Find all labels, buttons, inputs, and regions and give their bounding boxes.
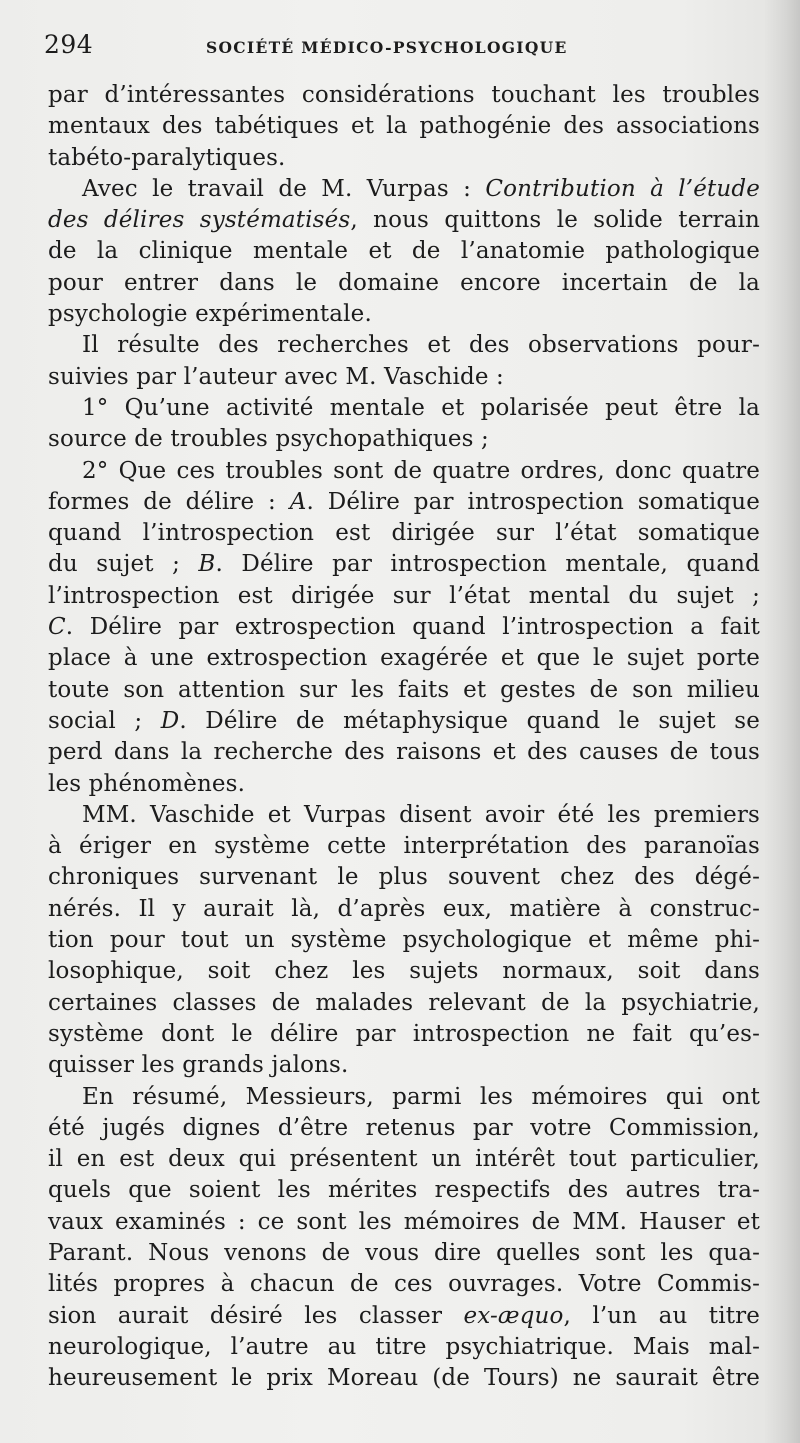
text-line: par d’intéressantes considérations touchant les troubles <box>48 82 760 108</box>
text-line: nérés. Il y aurait là, d’après eux, matière à construc- <box>48 895 760 922</box>
text-line: perd dans la recherche des raisons et des causes de tous <box>48 739 760 766</box>
page-number: 294 <box>44 30 94 59</box>
text-line: mentaux des tabétiques et la pathogénie des associations <box>48 113 760 140</box>
text-line: formes de délire : A. Délire par introspection somatique <box>48 488 760 515</box>
text-line: En résumé, Messieurs, parmi les mémoires qui ont <box>82 1083 760 1110</box>
text-line: heureusement le prix Moreau (de Tours) ne saurait être <box>48 1365 760 1392</box>
running-title: SOCIÉTÉ MÉDICO-PSYCHOLOGIQUE <box>206 38 568 57</box>
text-line: de la clinique mentale et de l’anatomie pathologique <box>48 238 760 265</box>
text-line: quels que soient les mérites respectifs des autres tra- <box>48 1177 760 1204</box>
page-edge-shadow <box>764 0 800 1443</box>
text-line: lités propres à chacun de ces ouvrages. Votre Commis- <box>48 1271 760 1298</box>
text-line: à ériger en système cette interprétation des paranoïas <box>48 833 760 860</box>
text-line: social ; D. Délire de métaphysique quand le sujet se <box>48 707 760 734</box>
running-head <box>44 30 764 64</box>
text-line: sion aurait désiré les classer ex-æquo, l’un au titre <box>48 1302 760 1329</box>
text-line: quisser les grands jalons. <box>48 1052 349 1079</box>
text-line: toute son attention sur les faits et gestes de son milieu <box>48 676 760 703</box>
text-line: tabéto-paralytiques. <box>48 144 286 171</box>
text-line: 1° Qu’une activité mentale et polarisée peut être la <box>82 394 760 421</box>
text-line: 2° Que ces troubles sont de quatre ordres, donc quatre <box>82 457 760 484</box>
text-line: Il résulte des recherches et des observations pour- <box>82 332 760 359</box>
text-line: des délires systématisés, nous quittons le solide terrain <box>48 207 760 234</box>
text-line: Avec le travail de M. Vurpas : Contribution à l’étude <box>82 175 760 202</box>
text-line: système dont le délire par introspection ne fait qu’es- <box>48 1020 760 1047</box>
text-line: source de troubles psychopathiques ; <box>48 426 489 453</box>
text-line: place à une extrospection exagérée et que le sujet porte <box>48 645 760 672</box>
text-line: losophique, soit chez les sujets normaux, soit dans <box>48 958 760 985</box>
text-line: été jugés dignes d’être retenus par votre Commission, <box>48 1114 760 1141</box>
text-line: Parant. Nous venons de vous dire quelles sont les qua- <box>48 1239 760 1266</box>
text-line: il en est deux qui présentent un intérêt tout particulier, <box>48 1146 760 1173</box>
text-line: neurologique, l’autre au titre psychiatrique. Mais mal- <box>48 1333 760 1360</box>
text-line: les phénomènes. <box>48 770 246 797</box>
text-line: MM. Vaschide et Vurpas disent avoir été les premiers <box>82 801 760 828</box>
text-line: chroniques survenant le plus souvent chez des dégé- <box>48 864 760 891</box>
text-line: pour entrer dans le domaine encore incertain de la <box>48 269 760 296</box>
text-line: certaines classes de malades relevant de la psychiatrie, <box>48 989 760 1016</box>
text-line: du sujet ; B. Délire par introspection mentale, quand <box>48 551 760 578</box>
text-line: psychologie expérimentale. <box>48 301 372 328</box>
text-line: vaux examinés : ce sont les mémoires de MM. Hauser et <box>48 1208 760 1235</box>
body-text <box>48 80 760 1394</box>
text-line: suivies par l’auteur avec M. Vaschide : <box>48 363 504 390</box>
text-line: quand l’introspection est dirigée sur l’état somatique <box>48 520 760 547</box>
text-line: tion pour tout un système psychologique et même phi- <box>48 927 760 954</box>
text-line: l’introspection est dirigée sur l’état mental du sujet ; <box>48 582 760 609</box>
text-line: C. Délire par extrospection quand l’introspection a fait <box>48 614 760 641</box>
